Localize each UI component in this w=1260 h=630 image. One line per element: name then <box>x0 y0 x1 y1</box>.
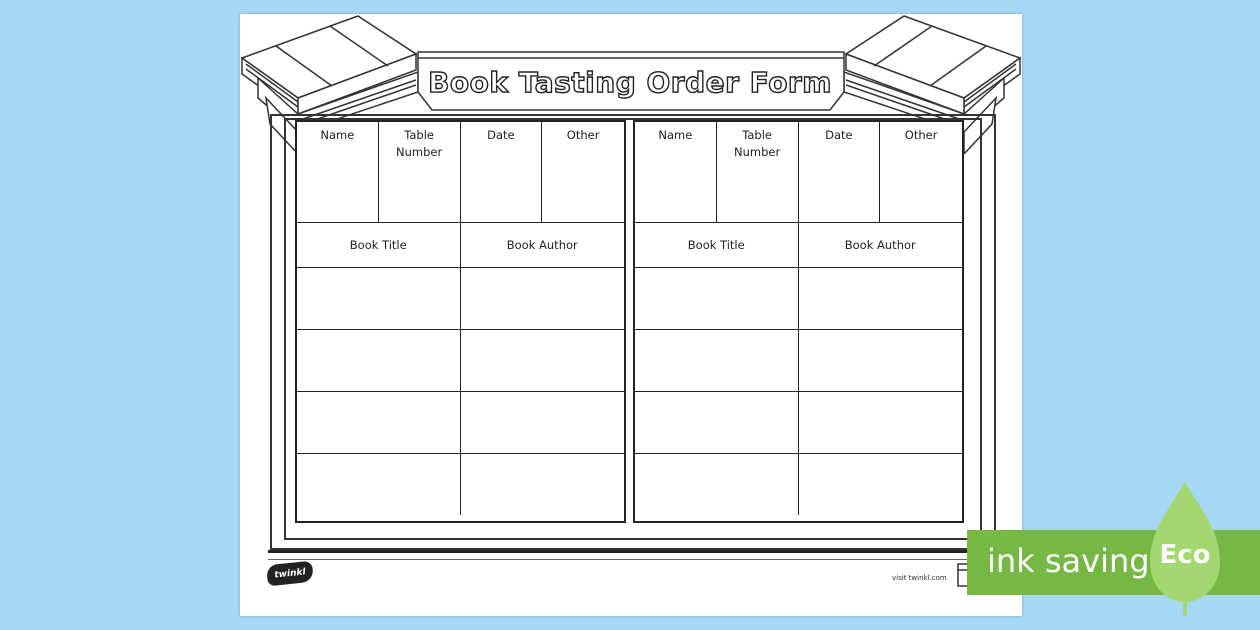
book-author-cell[interactable] <box>461 454 625 515</box>
form-title: Book Tasting Order Form <box>428 66 832 99</box>
footer-divider-thin <box>268 559 1000 560</box>
name-field[interactable]: Name <box>635 122 717 223</box>
info-header-row <box>635 122 962 223</box>
book-author-cell[interactable] <box>799 454 963 515</box>
date-field[interactable]: Date <box>461 122 543 223</box>
info-header-row <box>297 122 624 223</box>
other-field[interactable]: Other <box>880 122 962 223</box>
book-title-cell[interactable] <box>297 392 461 454</box>
book-author-cell[interactable] <box>461 392 625 454</box>
book-author-cell[interactable] <box>799 330 963 392</box>
book-title-cell[interactable] <box>635 392 799 454</box>
table-row <box>635 454 962 515</box>
book-title-cell[interactable] <box>635 268 799 330</box>
table-row <box>635 268 962 330</box>
book-author-cell[interactable] <box>799 392 963 454</box>
book-author-header: Book Author <box>461 223 625 268</box>
book-author-cell[interactable] <box>461 268 625 330</box>
table-number-field[interactable]: Table Number <box>379 122 461 223</box>
worksheet-page <box>240 14 1022 616</box>
book-title-header: Book Title <box>635 223 799 268</box>
website-text: visit twinkl.com <box>892 574 947 582</box>
date-field[interactable]: Date <box>799 122 881 223</box>
book-title-cell[interactable] <box>635 454 799 515</box>
order-form-panel-right <box>633 120 964 523</box>
footer-divider <box>268 550 1000 553</box>
book-title-cell[interactable] <box>635 330 799 392</box>
book-title-cell[interactable] <box>297 268 461 330</box>
book-author-cell[interactable] <box>799 268 963 330</box>
book-title-header: Book Title <box>297 223 461 268</box>
ink-saving-text: ink saving <box>987 542 1150 580</box>
table-row <box>635 330 962 392</box>
table-row <box>297 330 624 392</box>
order-form-panel-left <box>295 120 626 523</box>
other-field[interactable]: Other <box>542 122 624 223</box>
table-row <box>297 268 624 330</box>
book-author-cell[interactable] <box>461 330 625 392</box>
book-title-cell[interactable] <box>297 330 461 392</box>
table-row <box>635 392 962 454</box>
column-header-row <box>635 223 962 268</box>
eco-label: Eco <box>1159 540 1211 570</box>
table-row <box>297 392 624 454</box>
column-header-row <box>297 223 624 268</box>
twinkl-logo-icon: twinkl <box>266 561 314 587</box>
book-title-cell[interactable] <box>297 454 461 515</box>
book-author-header: Book Author <box>799 223 963 268</box>
table-number-field[interactable]: Table Number <box>717 122 799 223</box>
name-field[interactable]: Name <box>297 122 379 223</box>
table-row <box>297 454 624 515</box>
